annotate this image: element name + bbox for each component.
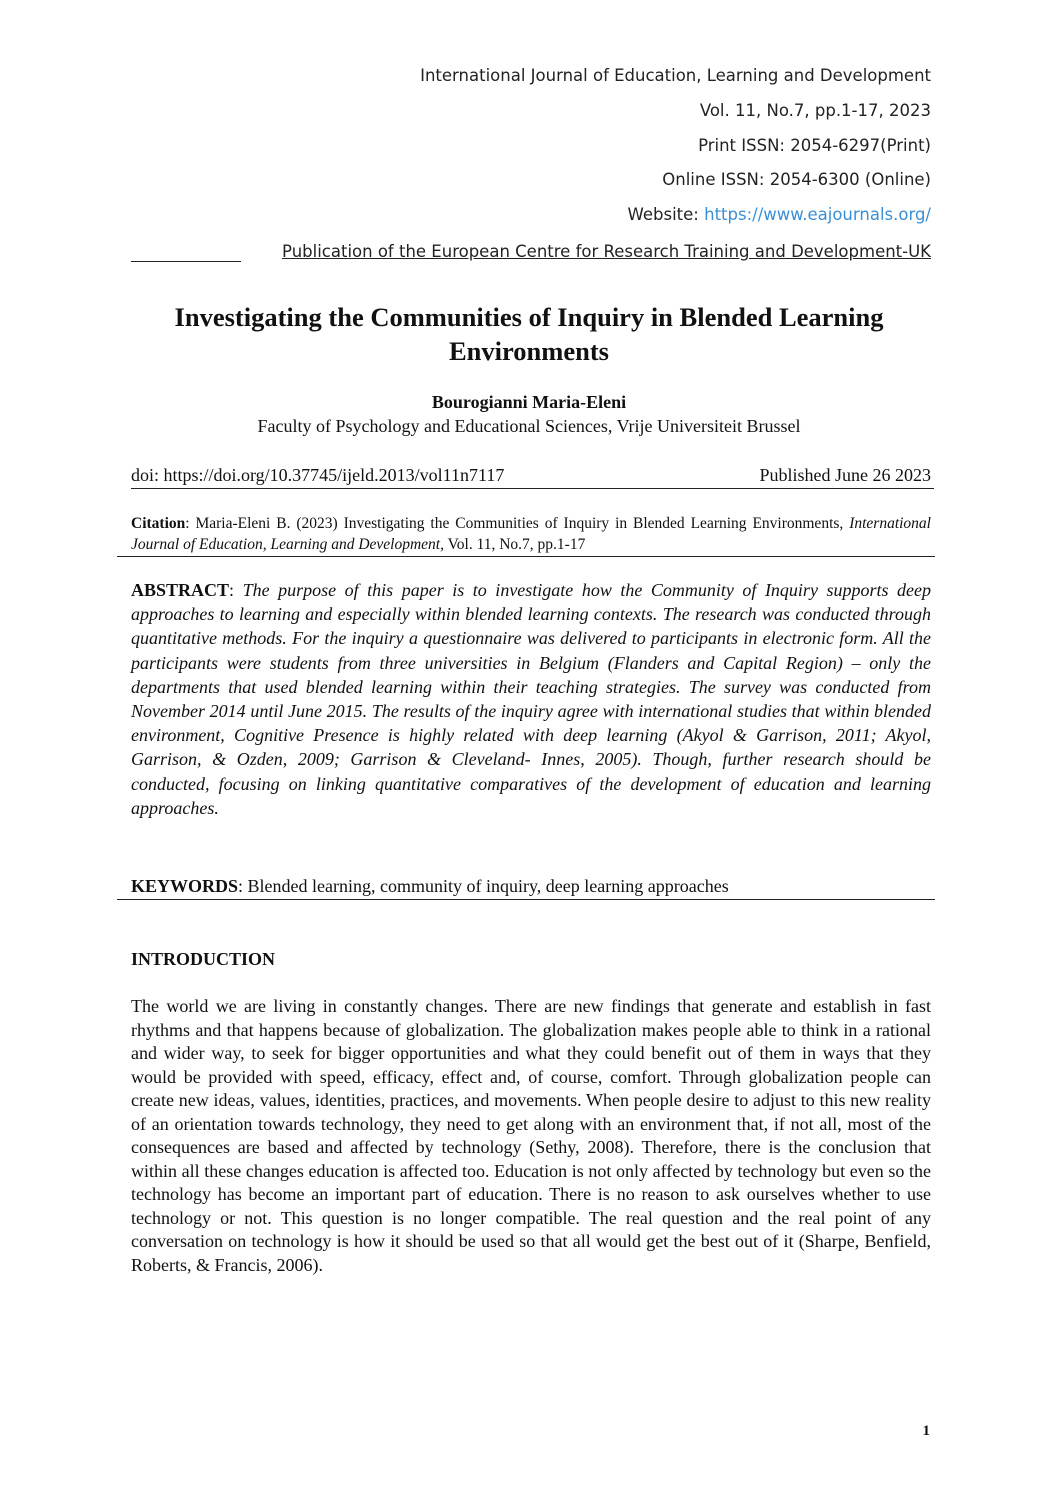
journal-header	[420, 62, 931, 236]
doi-link[interactable]: doi: https://doi.org/10.37745/ijeld.2013/vol11n7117	[131, 465, 505, 485]
keywords-rule	[117, 899, 935, 900]
citation-rule	[117, 556, 935, 557]
publication-line: Publication of the European Centre for Research Training and Development-UK	[282, 242, 931, 261]
abstract-block	[131, 578, 931, 820]
keywords-label: KEYWORDS	[131, 876, 239, 896]
introduction-heading: INTRODUCTION	[131, 949, 276, 969]
abstract-text: The purpose of this paper is to investigate how the Community of Inquiry supports deep approaches to learning and especially within blended learning contexts. The research was conducted through quantitative methods. For the inquiry a questionnaire was delivered to participants in electronic form. All the participants were students from three universities in Belgium (Flanders and Capital Region) – only the departments that used blended learning within their teaching strategies. The survey was conducted from November 2014 until June 2015. The results of the inquiry agree with international studies that within blended environment, Cognitive Presence is highly related with deep learning (Akyol & Garrison, 2011; Akyol, Garrison, & Ozden, 2009; Garrison & Cleveland- Innes, 2005). Though, further research should be conducted, focusing on linking quantitative comparatives of the development of education and learning approaches.	[131, 580, 931, 818]
citation-text: : Maria-Eleni B. (2023) Investigating the Communities of Inquiry in Blended Learning Environments,	[185, 515, 850, 532]
author-affiliation: Faculty of Psychology and Educational Sciences, Vrije Universiteit Brussel	[257, 416, 801, 436]
page-number: 1	[922, 1423, 930, 1439]
online-issn: Online ISSN: 2054-6300 (Online)	[662, 170, 931, 190]
keywords-block	[131, 874, 931, 898]
doi-row	[131, 463, 931, 487]
citation-label: Citation	[131, 515, 186, 532]
citation-journal: International Journal of Education, Learning and Development	[131, 515, 931, 553]
keywords-sep: :	[238, 876, 248, 896]
article-title: Investigating the Communities of Inquiry in Blended Learning Environments	[174, 302, 884, 366]
article-author: Bourogianni Maria-Eleni	[431, 392, 627, 412]
journal-volume: Vol. 11, No.7, pp.1-17, 2023	[699, 100, 931, 120]
citation-block	[131, 513, 931, 555]
journal-name: International Journal of Education, Learning and Development	[420, 66, 931, 85]
website-line	[420, 201, 931, 236]
website-link[interactable]: https://www.eajournals.org/	[704, 205, 931, 225]
header-rule	[131, 261, 241, 262]
citation-tail: , Vol. 11, No.7, pp.1-17	[440, 536, 586, 553]
doi-rule	[131, 488, 934, 489]
published-date: Published June 26 2023	[759, 465, 931, 485]
print-issn: Print ISSN: 2054-6297(Print)	[698, 135, 931, 155]
website-label: Website:	[627, 205, 705, 225]
abstract-sep: :	[229, 580, 243, 600]
introduction-paragraph: The world we are living in constantly changes. There are new findings that generate and establish in fast rhythms and that happens because of globalization. The globalization makes people able to think in a rational and wider way, to seek for bigger opportunities and what they could benefit out of them in ways that they would be provided with speed, efficacy, effect and, of course, comfort. Through globalization people can create new ideas, values, identities, practices, and movements. When people desire to adjust to this new reality of an orientation towards technology, they need to get along with an environment that, if not all, most of the consequences are based and affected by technology (Sethy, 2008). Therefore, there is the conclusion that within all these changes education is affected too. Education is not only affected by technology but even so the technology has become an important part of education. There is no reason to ask ourselves whether to use technology or not. This question is no longer compatible. The real question and the real point of any conversation on technology is how it should be used so that all would get the best out of it (Sharpe, Benfield, Roberts, & Francis, 2006).	[131, 996, 931, 1275]
abstract-label: ABSTRACT	[131, 580, 230, 600]
keywords-text: Blended learning, community of inquiry, deep learning approaches	[247, 876, 729, 896]
